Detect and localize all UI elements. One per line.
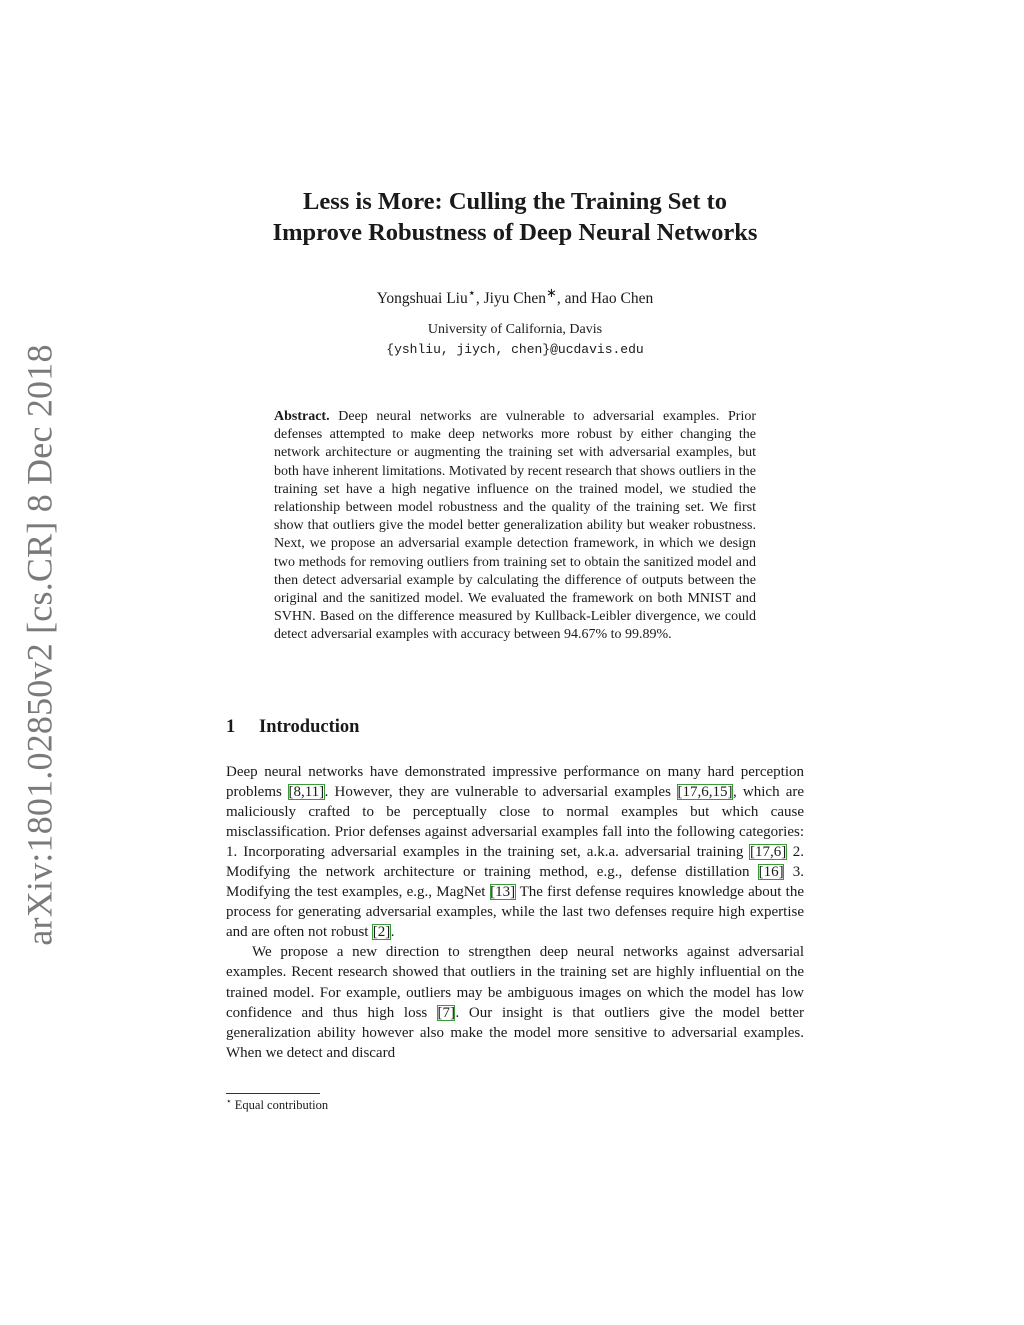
equal-contribution-mark: ∗ [546, 285, 557, 300]
paragraph-text: 2. Modifying the network architecture or training method, e.g., defense distillation [226, 844, 805, 881]
institution-name: University of California, Davis [427, 322, 603, 337]
abstract-text: Deep neural networks are vulnerable to adversarial examples. Prior defenses attempted to make deep networks more robust by either changing the network architecture or augmenting the training set with adversarial examples, but both have inherent limitations. Motivated by recent research that shows outliers in the training set have a high negative influence on the trained model, we studied the relationship between model robustness and the quality of the training set. We first show that outliers give the model better generalization ability but weaker robustness. Next, we propose an adversarial example detection framework, in which we design two methods for removing outliers from training set to obtain the sanitized model and then detect adversarial example by calculating the difference of outputs between the original and the sanitized model. We evaluated the framework on both MNIST and SVHN. Based on the difference measured by Kullback-Leibler divergence, we could detect adversarial examples with accuracy between 94.67% to 99.89%. [274, 409, 757, 643]
citation-link[interactable]: [2] [372, 924, 391, 941]
equal-contribution-mark: ⋆ [467, 285, 476, 300]
footnote-mark: ⋆ [226, 1096, 232, 1106]
title-line-2: Improve Robustness of Deep Neural Networks [272, 219, 758, 246]
section-number: 1 [226, 717, 236, 737]
author-name: Jiyu Chen [483, 290, 547, 308]
footnote-text: Equal contribution [234, 1098, 329, 1113]
section-title: Introduction [259, 717, 360, 737]
abstract-label: Abstract. [274, 409, 330, 424]
citation-link[interactable]: [16] [758, 864, 784, 881]
paragraph-text: . [390, 924, 395, 941]
introduction-body [226, 762, 804, 1063]
paragraph-text: , which are maliciously crafted to be perceptually close to normal examples but which cause misclassification. Prior defenses against adversarial examples fall into the following categories: 1. Incorporating adversarial examples in the training set, a.k.a. adversarial training [226, 784, 805, 861]
affiliation-block [180, 320, 850, 360]
arxiv-identifier-stamp [10, 344, 70, 946]
paragraph-text: We propose a new direction to strengthen deep neural networks against adversarial examples. Recent research showed that outliers in the training set are highly influential on the trained model. For example, outliers may be ambiguous images on which the model has low confidence and thus high loss [226, 944, 804, 1021]
citation-link[interactable]: [7] [437, 1004, 455, 1021]
author-separator: , and [556, 290, 591, 308]
paragraph-text: Deep neural networks have demonstrated impressive performance on many hard perception problems [226, 764, 804, 801]
paragraph [226, 762, 804, 942]
citation-link[interactable]: [13] [490, 884, 516, 901]
citation-link[interactable]: [17,6,15] [677, 784, 733, 801]
author-name: Yongshuai Liu [376, 290, 468, 308]
citation-link[interactable]: [8,11] [288, 784, 325, 801]
arxiv-identifier-text: arXiv:1801.02850v2 [cs.CR] 8 Dec 2018 [20, 344, 60, 946]
paragraph-text: The first defense requires knowledge about the process for generating adversarial examples, while the last two defenses require high expertise and are often not robust [226, 884, 805, 941]
footnote-divider [226, 1093, 320, 1094]
paragraph-text: 3. Modifying the test examples, e.g., MagNet [226, 864, 804, 901]
paragraph-text: . Our insight is that outliers give the model better generalization ability however also make the model more sensitive to adversarial examples. When we detect and discard [226, 1004, 804, 1061]
paper-title [180, 186, 850, 248]
author-name: Hao Chen [590, 290, 654, 308]
footnote [226, 1096, 328, 1113]
author-list [180, 285, 850, 308]
paragraph [226, 942, 804, 1062]
section-heading-introduction [226, 717, 359, 738]
abstract [274, 408, 756, 645]
citation-link[interactable]: [17,6] [749, 844, 787, 861]
title-line-1: Less is More: Culling the Training Set to [302, 188, 727, 215]
author-separator: , [475, 290, 484, 308]
paragraph-text: . However, they are vulnerable to adversarial examples [324, 784, 678, 801]
author-emails: {yshliu, jiych, chen}@ucdavis.edu [386, 342, 644, 357]
